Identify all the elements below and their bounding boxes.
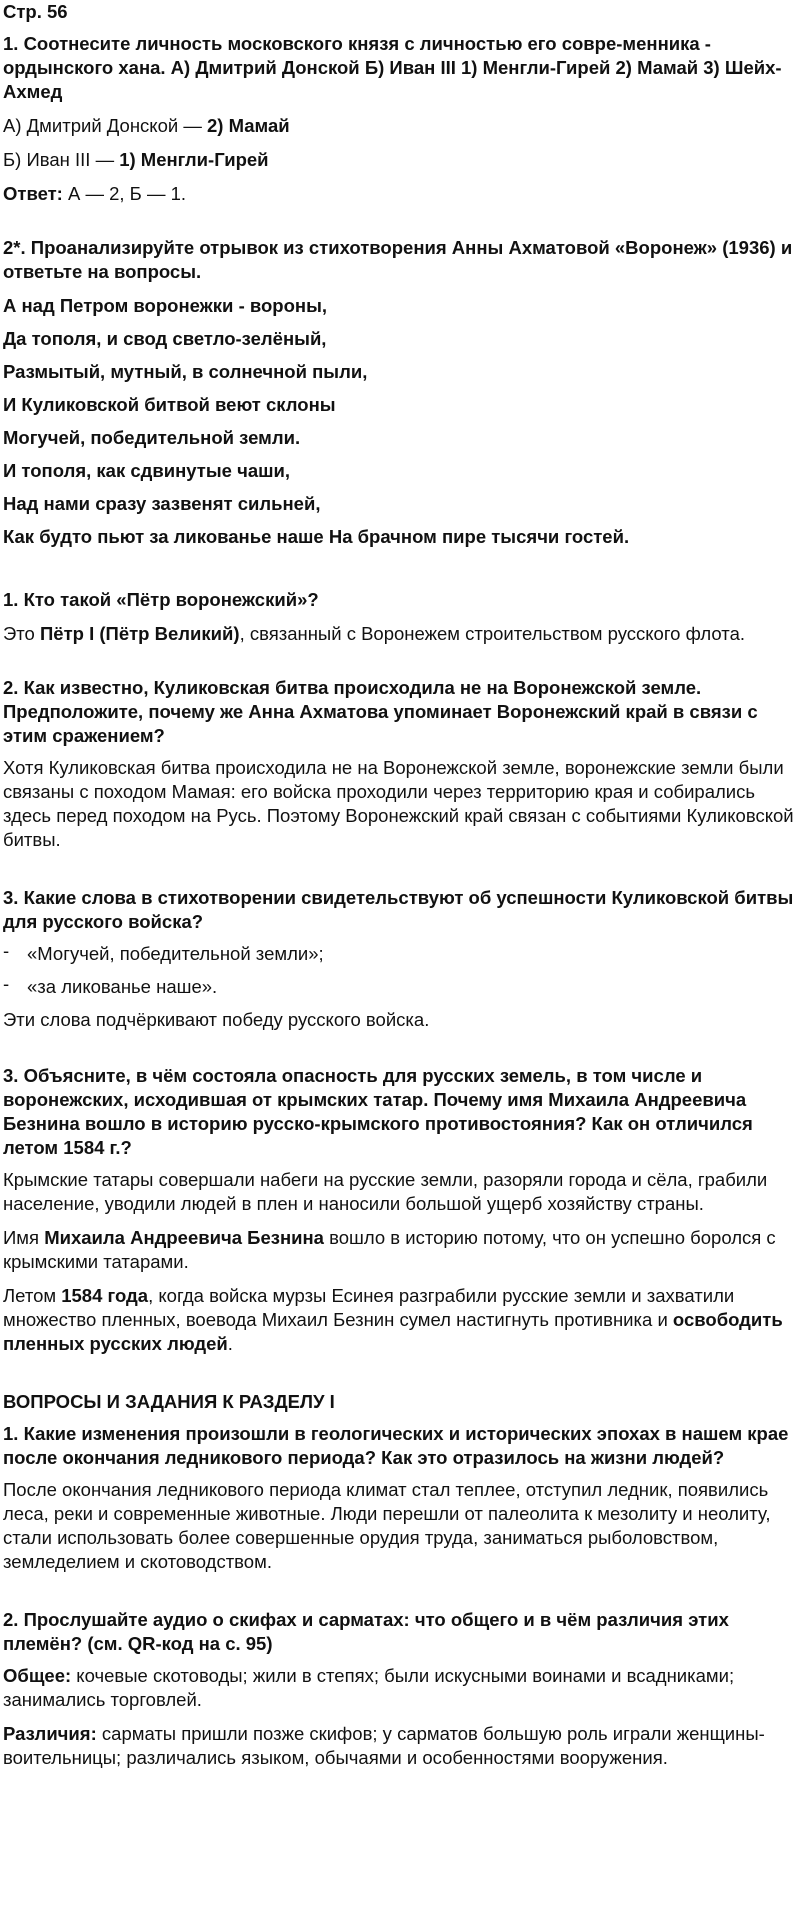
sub4-text-part: , когда войска мурзы Есинея разграбили русские земли и захватили множество пленных, воевода Михаил Безнин сумел настигнуть противника и	[3, 1285, 735, 1330]
poem-line: Да тополя, и свод светло-зелёный,	[3, 328, 327, 349]
sub4-paragraph-3	[3, 1284, 794, 1356]
sub1-title: 1. Кто такой «Пётр воронежский»?	[3, 589, 319, 610]
sub1-text	[3, 622, 794, 646]
r2-common	[3, 1664, 794, 1712]
list-item-text: «Могучей, победительной земли»;	[27, 943, 324, 964]
r2-diff-label: Различия:	[3, 1723, 97, 1744]
sub2-title: 2. Как известно, Куликовская битва происходила не на Воронежской земле. Предположите, почему же Анна Ахматова упоминает Воронежский край в связи с этим сражением?	[3, 677, 758, 746]
list-item	[3, 942, 794, 966]
sub4-text-part: Летом	[3, 1285, 62, 1306]
sub3-text: Эти слова подчёркивают победу русского войска.	[3, 1009, 430, 1030]
sub4-text-part: вошло в историю потому, что он успешно боролся с крымскими татарами.	[3, 1227, 776, 1272]
poem-line: Могучей, победительной земли.	[3, 427, 301, 448]
sub4-title: 3. Объясните, в чём состояла опасность для русских земель, в том числе и воронежских, исходившая от крымских татар. Почему имя Михаила Андреевича Безнина вошло в историю русско-крымского противостояния? Как он отличился летом 1584 г.?	[3, 1065, 753, 1158]
sub3-title: 3. Какие слова в стихотворении свидетельствуют об успешности Куликовской битвы для русского войска?	[3, 887, 794, 932]
r2-diff-text: сарматы пришли позже скифов; у сарматов большую роль играли женщины-воительницы; различались языком, обычаями и особенностями вооружения.	[3, 1723, 765, 1768]
q1-answer-text: А — 2, Б — 1.	[62, 183, 187, 204]
q1-title: 1. Соотнесите личность московского князя с личностью его совре-менника - ордынского хана. А) Дмитрий Донской Б) Иван III 1) Менгли-Гирей 2) Мамай 3) Шейх-Ахмед	[3, 33, 782, 102]
sub4-text-bold: 1584 года	[61, 1285, 149, 1306]
poem-line: И тополя, как сдвинутые чаши,	[3, 460, 291, 481]
r2-common-label: Общее:	[3, 1665, 72, 1686]
sub4-paragraph-1: Крымские татары совершали набеги на русские земли, разоряли города и сёла, грабили население, уводили людей в плен и наносили большой ущерб хозяйству страны.	[3, 1169, 768, 1214]
q1-answer	[3, 182, 794, 206]
q1-pair-a-left: А) Дмитрий Донской —	[3, 115, 207, 136]
sub4-text-bold: Михаила Андреевича Безнина	[44, 1227, 324, 1248]
q1-pair-b	[3, 148, 794, 172]
q2-title: 2*. Проанализируйте отрывок из стихотворения Анны Ахматовой «Воронеж» (1936) и ответьте на вопросы.	[3, 237, 793, 282]
sub1-text-bold: Пётр I (Пётр Великий)	[40, 623, 240, 644]
page-number: Стр. 56	[3, 1, 68, 22]
r2-common-text: кочевые скотоводы; жили в степях; были искусными воинами и всадниками; занимались торговлей.	[3, 1665, 735, 1710]
poem-line: Размытый, мутный, в солнечной пыли,	[3, 361, 368, 382]
q1-pair-b-right: 1) Менгли-Гирей	[119, 149, 269, 170]
sub4-paragraph-2	[3, 1226, 794, 1274]
r2-differences	[3, 1722, 794, 1770]
poem-line: И Куликовской битвой веют склоны	[3, 394, 336, 415]
section-heading: ВОПРОСЫ И ЗАДАНИЯ К РАЗДЕЛУ I	[3, 1391, 335, 1412]
q1-answer-label: Ответ:	[3, 183, 63, 204]
sub4-text-part: Имя	[3, 1227, 45, 1248]
q1-pair-b-left: Б) Иван III —	[3, 149, 120, 170]
r1-title: 1. Какие изменения произошли в геологических и исторических эпохах в нашем крае после окончания ледникового периода? Как это отразилось на жизни людей?	[3, 1423, 789, 1468]
sub1-text-part: Это	[3, 623, 40, 644]
list-item-text: «за ликованье наше».	[27, 976, 218, 997]
poem	[3, 294, 794, 549]
sub1-text-part: , связанный с Воронежем строительством русского флота.	[239, 623, 745, 644]
sub4-text-bold: освободить пленных русских людей	[3, 1309, 783, 1354]
q1-pair-a	[3, 114, 794, 138]
list-item	[3, 975, 794, 999]
poem-line: Над нами сразу зазвенят сильней,	[3, 493, 321, 514]
r2-title: 2. Прослушайте аудио о скифах и сарматах: что общего и в чём различия этих племён? (см. QR-код на с. 95)	[3, 1609, 729, 1654]
q1-pair-a-right: 2) Мамай	[207, 115, 290, 136]
poem-line: А над Петром воронежки - вороны,	[3, 295, 328, 316]
dash-bullet: -	[3, 940, 10, 961]
sub4-text-part: .	[227, 1333, 233, 1354]
r1-text: После окончания ледникового периода климат стал теплее, отступил ледник, появились леса, реки и современные животные. Люди перешли от палеолита к мезолиту и неолиту, стали использовать более совершенные орудия труда, заниматься рыболовством, земледелием и скотоводством.	[3, 1479, 771, 1572]
sub2-text: Хотя Куликовская битва происходила не на Воронежской земле, воронежские земли были связаны с походом Мамая: его войска проходили через территорию края и собирались здесь перед походом на Русь. Поэтому Воронежский край связан с событиями Куликовской битвы.	[3, 757, 794, 850]
poem-line: Как будто пьют за ликованье наше На брачном пире тысячи гостей.	[3, 526, 630, 547]
dash-bullet: -	[3, 973, 10, 994]
